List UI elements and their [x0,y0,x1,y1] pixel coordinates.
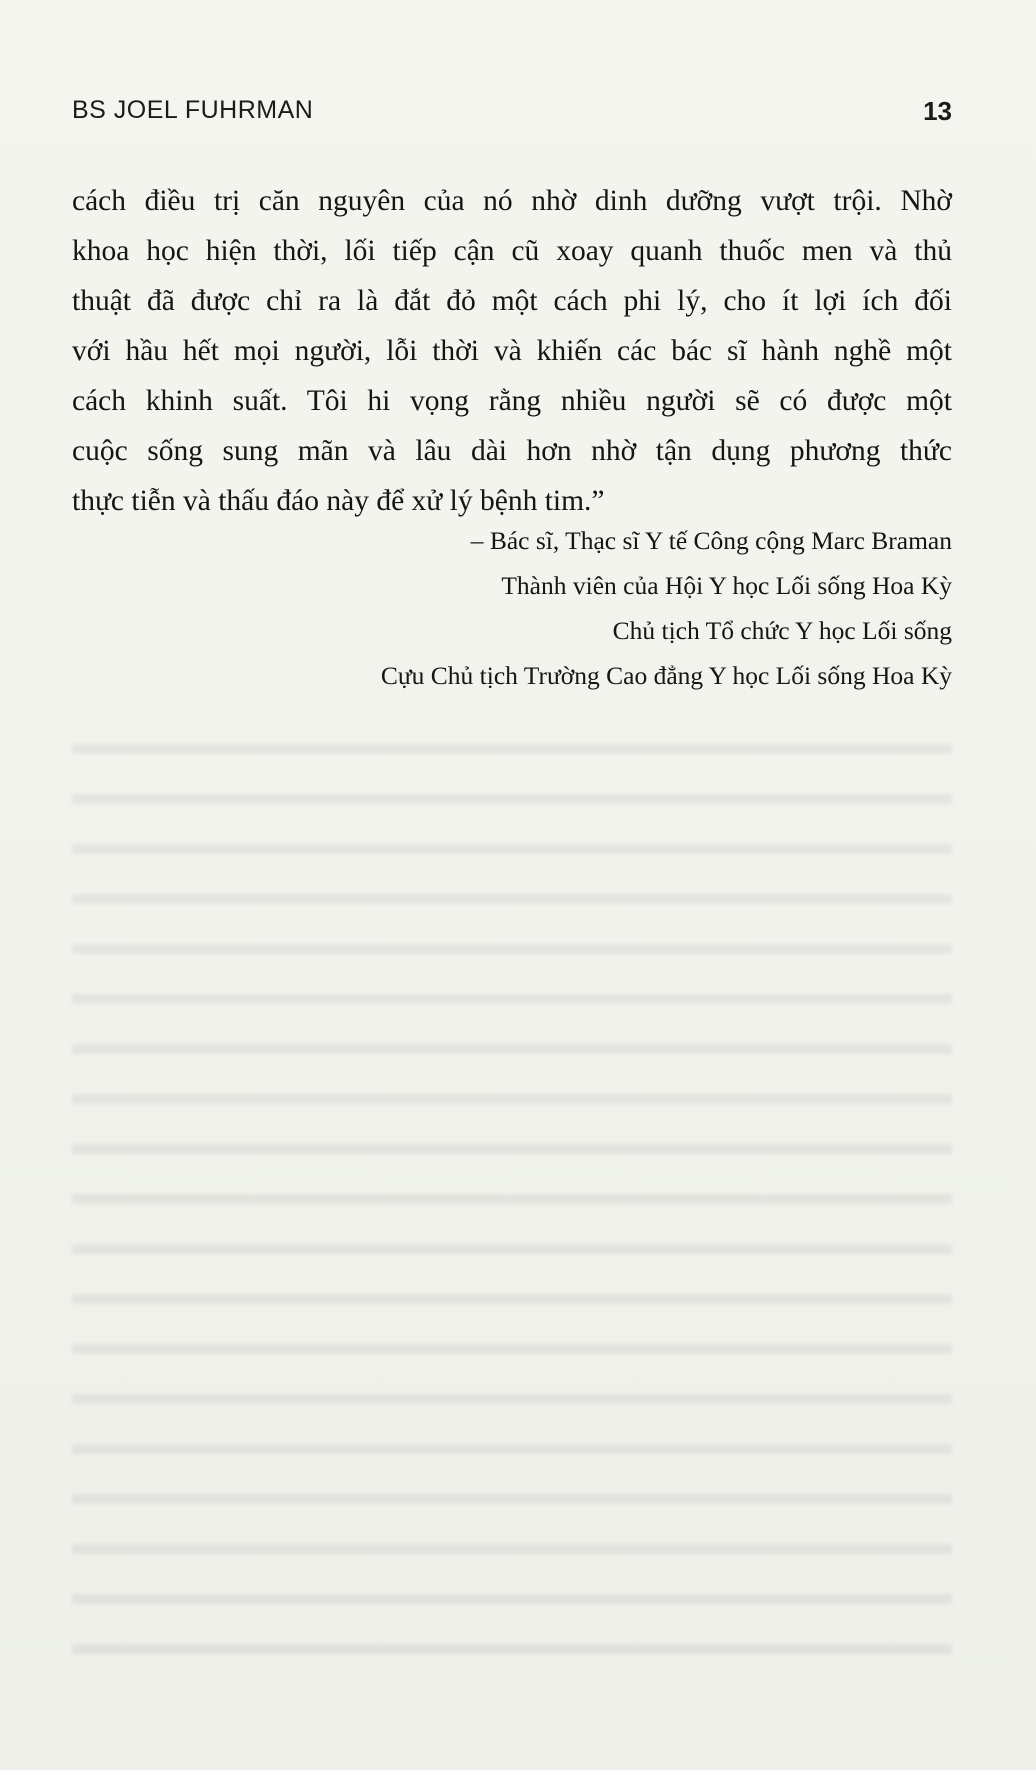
paragraph-line: thực tiễn và thấu đáo này để xử lý bệnh tim.” [72,485,605,517]
attribution-role: Thành viên của Hội Y học Lối sống Hoa Kỳ [501,571,952,600]
running-header-title: BS JOEL FUHRMAN [72,96,314,124]
paragraph-line: với hầu hết mọi người, lỗi thời và khiến các bác sĩ hành nghề một [72,335,952,367]
body-paragraph [72,176,952,526]
paragraph-line: cách khinh suất. Tôi hi vọng rằng nhiều người sẽ có được một [72,385,952,417]
attribution-author: – Bác sĩ, Thạc sĩ Y tế Công cộng Marc Braman [470,526,952,555]
paragraph-line: thuật đã được chỉ ra là đắt đỏ một cách phi lý, cho ít lợi ích đối [72,285,952,317]
paragraph-line: cuộc sống sung mãn và lâu dài hơn nhờ tận dụng phương thức [72,435,952,467]
attribution-role: Chủ tịch Tổ chức Y học Lối sống [612,616,952,645]
quote-attribution [72,518,952,698]
paragraph-line: khoa học hiện thời, lối tiếp cận cũ xoay quanh thuốc men và thủ [72,235,952,267]
paragraph-line: cách điều trị căn nguyên của nó nhờ dinh dưỡng vượt trội. Nhờ [72,185,952,217]
attribution-role: Cựu Chủ tịch Trường Cao đẳng Y học Lối sống Hoa Kỳ [380,661,952,690]
page-number: 13 [923,96,952,126]
reverse-side-bleed-through [72,720,952,1680]
